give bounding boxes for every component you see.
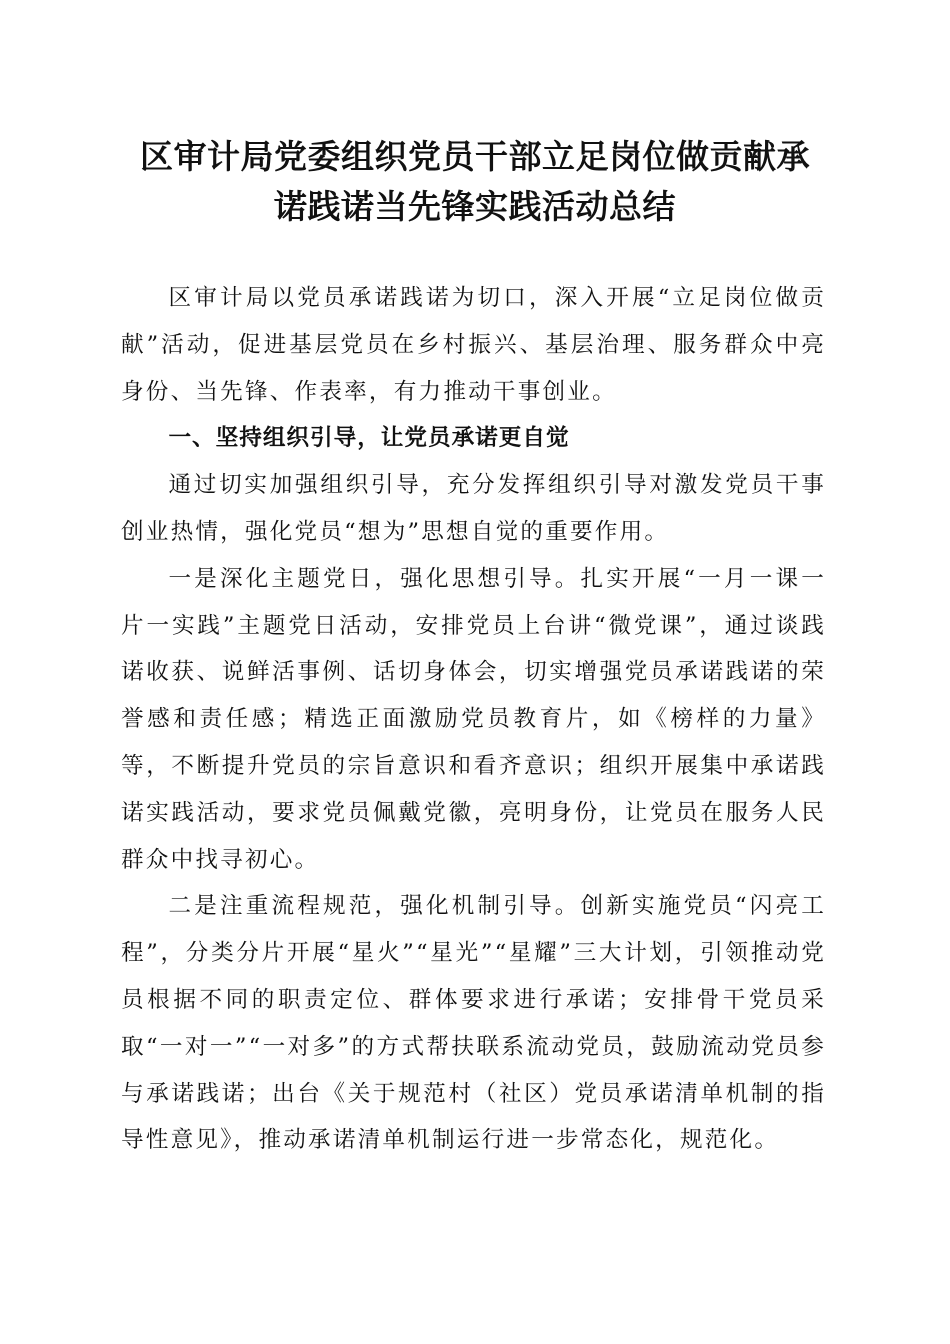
point-2-paragraph: 二是注重流程规范，强化机制引导。创新实施党员“闪亮工程”，分类分片开展“星火”“星光”“星耀”三大计划，引领推动党员根据不同的职责定位、群体要求进行承诺；安排骨干党员采取“一对一”“一对多”的方式帮扶联系流动党员，鼓励流动党员参与承诺践诺；出台《关于规范村（社区）党员承诺清单机制的指导性意见》，推动承诺清单机制运行进一步常态化，规范化。 [121,893,826,1154]
intro-paragraph: 区审计局以党员承诺践诺为切口，深入开展“立足岗位做贡献”活动，促进基层党员在乡村振兴、基层治理、服务群众中亮身份、当先锋、作表率，有力推动干事创业。 [121,285,826,405]
title-line-1: 区审计局党委组织党员干部立足岗位做贡献承 [140,137,810,176]
title-line-2: 诺践诺当先锋实践活动总结 [274,187,676,226]
section-heading-1: 一、坚持组织引导，让党员承诺更自觉 [168,425,570,452]
point-1-paragraph: 一是深化主题党日，强化思想引导。扎实开展“一月一课一片一实践”主题党日活动，安排党员上台讲“微党课”，通过谈践诺收获、说鲜活事例、话切身体会，切实增强党员承诺践诺的荣誉感和责任感；精选正面激励党员教育片，如《榜样的力量》等，不断提升党员的宗旨意识和看齐意识；组织开展集中承诺践诺实践活动，要求党员佩戴党徽，亮明身份，让党员在服务人民群众中找寻初心。 [121,565,826,873]
document-title [110,132,840,232]
document-body [121,275,826,1164]
section-1-intro-paragraph: 通过切实加强组织引导，充分发挥组织引导对激发党员干事创业热情，强化党员“想为”思想自觉的重要作用。 [121,472,826,545]
